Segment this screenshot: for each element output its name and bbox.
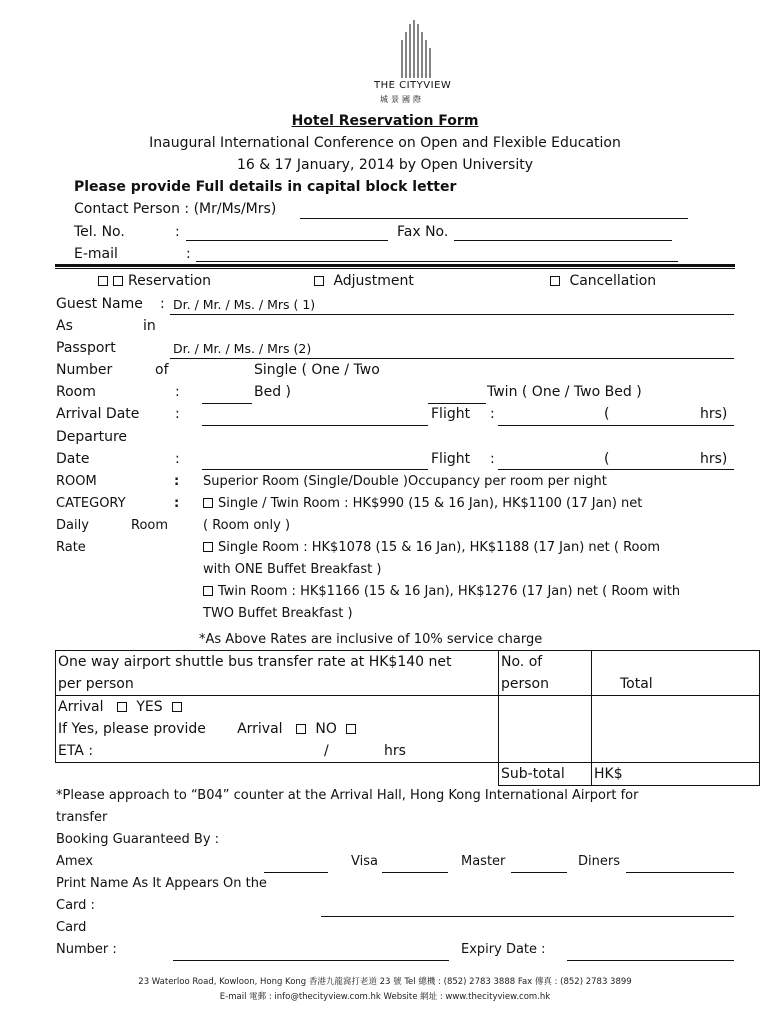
approach-note: *Please approach to “B04” counter at the Arrival Hall, Hong Kong International Airport for <box>56 788 639 803</box>
conference-name: Inaugural International Conference on Open and Flexible Education <box>149 135 621 151</box>
passport-label: Passport <box>56 340 116 356</box>
arrival-colon: : <box>175 406 180 422</box>
booking-guaranteed-label: Booking Guaranteed By : <box>56 832 220 847</box>
departure-flight-colon: : <box>490 451 495 467</box>
shuttle-total-header <box>592 651 760 696</box>
departure-colon: : <box>175 451 180 467</box>
contact-person-label: Contact Person : (Mr/Ms/Mrs) <box>74 201 277 217</box>
print-name-label: Print Name As It Appears On the <box>56 876 267 891</box>
option-adjustment[interactable] <box>314 273 414 289</box>
guest-name-1: Dr. / Mr. / Ms. / Mrs ( 1) <box>173 297 316 312</box>
instruction-text: Please provide Full details in capital block letter <box>74 179 457 195</box>
amex-label: Amex <box>56 854 94 869</box>
visa-field[interactable] <box>382 872 448 873</box>
departure-flight-label: Flight <box>431 451 471 467</box>
tel-colon: : <box>175 224 180 240</box>
checkbox-icon[interactable] <box>203 542 213 552</box>
shuttle-count-cell[interactable] <box>499 696 592 763</box>
departure-flight-field[interactable] <box>498 469 734 470</box>
email-label: E-mail <box>74 246 118 262</box>
approach-note-2: transfer <box>56 810 108 825</box>
no-of-label: No. of <box>501 654 543 670</box>
shuttle-empty-cell <box>56 763 499 786</box>
rate-option-3-label: Twin Room : HK$1166 (15 & 16 Jan), HK$1276 (17 Jan) net ( Room with <box>218 584 681 599</box>
card-number-field[interactable] <box>173 960 449 961</box>
guest-name-label: Guest Name <box>56 296 143 312</box>
shuttle-desc-1: One way airport shuttle bus transfer rate at HK$140 net <box>58 654 452 670</box>
single-room-label-2: Bed ) <box>254 384 292 400</box>
subtotal-label-cell <box>499 763 592 786</box>
expiry-date-field[interactable] <box>567 960 734 961</box>
checkbox-icon[interactable] <box>203 586 213 596</box>
category-colon: : <box>174 496 180 511</box>
in-label: in <box>143 318 156 334</box>
yes-label: YES <box>136 699 163 715</box>
shuttle-desc-cell <box>56 651 499 696</box>
daily-label: Daily <box>56 518 89 533</box>
checkbox-icon[interactable] <box>113 276 123 286</box>
shuttle-count-header <box>499 651 592 696</box>
section-divider-thin <box>55 268 735 269</box>
of-label: of <box>155 362 169 378</box>
daily-room-label: Room <box>131 518 169 533</box>
room-colon: : <box>175 384 180 400</box>
no-checkbox-icon[interactable] <box>346 724 356 734</box>
diners-label: Diners <box>578 854 620 869</box>
rate-option-1-note: ( Room only ) <box>203 518 291 533</box>
rate-option-2-note: with ONE Buffet Breakfast ) <box>203 562 382 577</box>
departure-hrs: hrs) <box>700 451 728 467</box>
card-label: Card <box>56 920 87 935</box>
fax-label: Fax No. <box>397 224 449 240</box>
departure-paren: ( <box>604 451 610 467</box>
rate-option-3[interactable] <box>203 584 680 599</box>
hotel-logo <box>370 18 460 108</box>
conference-dates: 16 & 17 January, 2014 by Open University <box>236 157 534 173</box>
rate-option-2[interactable] <box>203 540 660 555</box>
contact-person-field[interactable] <box>300 218 688 219</box>
reservation-label: Reservation <box>128 273 212 289</box>
arrival-flight-label: Flight <box>431 406 471 422</box>
rate-option-1[interactable] <box>203 496 642 511</box>
tel-label: Tel. No. <box>74 224 125 240</box>
logo-brand-text: THE CITYVIEW <box>374 80 452 91</box>
arrival-date-field[interactable] <box>202 425 428 426</box>
guest-name-1-field[interactable] <box>170 314 734 315</box>
adjustment-label: Adjustment <box>333 273 414 289</box>
no-label: NO <box>315 721 337 737</box>
room-label: Room <box>56 384 96 400</box>
single-room-count[interactable] <box>202 403 252 404</box>
amex-field[interactable] <box>264 872 328 873</box>
subtotal-label: Sub-total <box>501 766 565 782</box>
checkbox-icon[interactable] <box>314 276 324 286</box>
departure-label: Departure <box>56 429 128 445</box>
email-field[interactable] <box>196 261 678 262</box>
twin-room-label: Twin ( One / Two Bed ) <box>487 384 642 400</box>
eta-slash: / <box>324 743 329 759</box>
rate-label: Rate <box>56 540 86 555</box>
arrival-flight-field[interactable] <box>498 425 734 426</box>
total-label: Total <box>620 676 653 692</box>
tel-field[interactable] <box>186 240 388 241</box>
shuttle-desc-2: per person <box>58 676 134 692</box>
form-title: Hotel Reservation Form <box>291 113 479 129</box>
shuttle-table <box>55 650 760 786</box>
arrival-date-label: Arrival Date <box>56 406 140 422</box>
shuttle-arrival-label-2: Arrival <box>237 721 283 737</box>
twin-room-count[interactable] <box>428 403 486 404</box>
rate-option-1-label: Single / Twin Room : HK$990 (15 & 16 Jan), HK$1100 (17 Jan) net <box>218 496 643 511</box>
arrival-flight-colon: : <box>490 406 495 422</box>
logo-chinese-text: 城景國際 <box>380 95 424 104</box>
visa-label: Visa <box>351 854 378 869</box>
checkbox-icon[interactable] <box>117 702 127 712</box>
guest-name-2: Dr. / Mr. / Ms. / Mrs (2) <box>173 341 312 356</box>
option-cancellation[interactable] <box>550 273 656 289</box>
category-label: CATEGORY <box>56 496 126 511</box>
email-colon: : <box>186 246 191 262</box>
eta-hrs: hrs <box>384 743 406 759</box>
checkbox-icon[interactable] <box>296 724 306 734</box>
card-holder-name-field[interactable] <box>321 916 734 917</box>
arrival-hrs: hrs) <box>700 406 728 422</box>
arrival-paren: ( <box>604 406 610 422</box>
checkbox-icon[interactable] <box>98 276 108 286</box>
guest-name-2-field[interactable] <box>170 358 734 359</box>
checkbox-icon[interactable] <box>203 498 213 508</box>
room-category-colon: : <box>174 474 180 489</box>
shuttle-arrival-label: Arrival <box>58 699 104 715</box>
subtotal-value-cell[interactable] <box>592 763 760 786</box>
master-label: Master <box>461 854 506 869</box>
room-category-label: ROOM <box>56 474 97 489</box>
as-label: As <box>56 318 73 334</box>
checkbox-icon[interactable] <box>550 276 560 286</box>
subtotal-currency: HK$ <box>594 766 623 782</box>
master-field[interactable] <box>511 872 567 873</box>
footer-address: 23 Waterloo Road, Kowloon, Hong Kong 香港九龍窩打老道 23 號 Tel 總機 : (852) 2783 3888 Fax 傳真 : (852) 2783 3899 <box>138 977 632 987</box>
section-divider <box>55 264 735 267</box>
shuttle-total-cell[interactable] <box>592 696 760 763</box>
card-number-label: Number : <box>56 942 117 957</box>
rate-option-2-label: Single Room : HK$1078 (15 & 16 Jan), HK$1188 (17 Jan) net ( Room <box>218 540 661 555</box>
rate-option-3-note: TWO Buffet Breakfast ) <box>203 606 353 621</box>
departure-date-label: Date <box>56 451 90 467</box>
guest-name-colon: : <box>160 296 165 312</box>
single-room-label: Single ( One / Two <box>254 362 380 378</box>
diners-field[interactable] <box>626 872 734 873</box>
fax-field[interactable] <box>454 240 672 241</box>
footer-contact: E-mail 電郵 : info@thecityview.com.hk Website 網址 : www.thecityview.com.hk <box>219 992 551 1002</box>
yes-checkbox-icon[interactable] <box>172 702 182 712</box>
room-category-desc: Superior Room (Single/Double )Occupancy per room per night <box>203 474 607 489</box>
departure-date-field[interactable] <box>202 469 428 470</box>
print-name-card-label: Card : <box>56 898 95 913</box>
expiry-date-label: Expiry Date : <box>461 942 546 957</box>
option-reservation[interactable] <box>98 273 211 289</box>
shuttle-arrival-cell <box>56 696 499 763</box>
eta-label: ETA : <box>58 743 94 759</box>
service-charge-note: *As Above Rates are inclusive of 10% service charge <box>199 632 543 647</box>
if-yes-label: If Yes, please provide <box>58 721 206 737</box>
cityview-logo-icon <box>370 18 460 88</box>
person-label: person <box>501 676 549 692</box>
cancellation-label: Cancellation <box>569 273 657 289</box>
number-label: Number <box>56 362 113 378</box>
